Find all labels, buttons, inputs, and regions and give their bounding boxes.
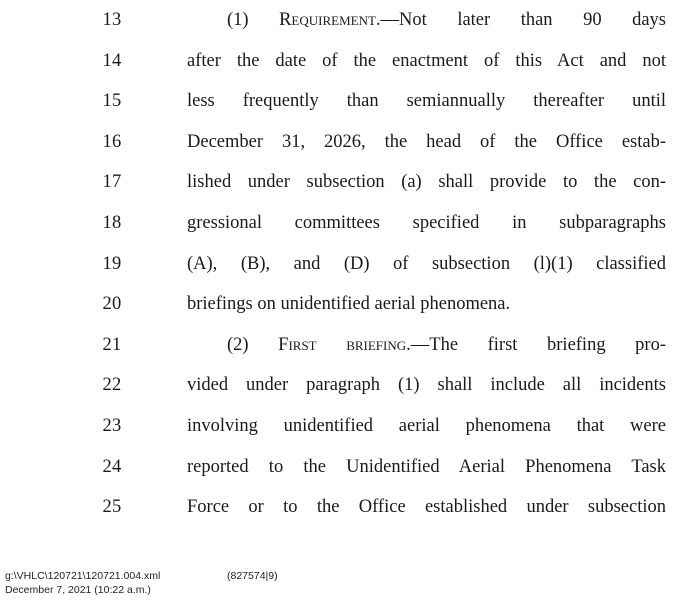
- bill-line: [0, 447, 675, 488]
- line-number: 17: [102, 172, 122, 193]
- bill-line: [0, 487, 675, 528]
- line-body: —The first briefing pro-: [410, 334, 666, 355]
- line-number: 21: [102, 334, 122, 355]
- line-text: December 31, 2026, the head of the Office estab-: [187, 131, 666, 152]
- line-text: lished under subsection (a) shall provide to the con-: [187, 172, 666, 193]
- bill-line: [0, 365, 675, 406]
- line-text: (A), (B), and (D) of subsection (l)(1) classified: [187, 253, 666, 274]
- paragraph-number: (2): [227, 334, 279, 355]
- bill-line: [0, 203, 675, 244]
- line-number: 24: [102, 456, 122, 477]
- line-number: 13: [102, 10, 122, 30]
- document-id: (827574|9): [227, 570, 278, 582]
- line-number: 23: [102, 416, 122, 436]
- line-text: vided under paragraph (1) shall include all incidents: [187, 375, 666, 396]
- line-number: 18: [102, 213, 122, 233]
- line-text: briefings on unidentified aerial phenomena.: [187, 294, 511, 315]
- line-text: [227, 325, 666, 366]
- line-number: 19: [102, 253, 122, 274]
- bill-line: [0, 244, 675, 285]
- line-body: —Not later than 90 days: [380, 10, 666, 30]
- line-text: Force or to the Office established under subsection: [187, 497, 666, 518]
- line-text: involving unidentified aerial phenomena that were: [187, 416, 666, 436]
- paragraph-heading: First briefing.: [278, 334, 411, 355]
- bill-line: [0, 41, 675, 82]
- bill-line: [0, 284, 675, 325]
- bill-line: [0, 81, 675, 122]
- bill-line: [0, 0, 675, 41]
- line-text: [227, 0, 666, 41]
- file-path: g:\VHLC\120721\120721.004.xml: [5, 570, 161, 582]
- line-number: 25: [102, 497, 122, 518]
- document-footer: [5, 569, 278, 597]
- line-number: 20: [102, 294, 122, 315]
- line-text: reported to the Unidentified Aerial Phenomena Task: [187, 456, 666, 477]
- line-text: after the date of the enactment of this Act and not: [187, 50, 666, 71]
- paragraph-heading: Requirement.: [279, 10, 381, 30]
- footer-row: [5, 569, 278, 583]
- line-number: 22: [102, 375, 122, 396]
- line-text: less frequently than semiannually thereafter until: [187, 91, 666, 112]
- line-number: 14: [102, 50, 122, 71]
- bill-line: [0, 325, 675, 366]
- line-number: 16: [102, 131, 122, 152]
- bill-line: [0, 162, 675, 203]
- bill-line: [0, 406, 675, 447]
- footer-date: December 7, 2021 (10:22 a.m.): [5, 584, 151, 596]
- bill-line: [0, 122, 675, 163]
- line-number: 15: [102, 91, 122, 112]
- line-text: gressional committees specified in subparagraphs: [187, 213, 666, 233]
- paragraph-number: (1): [227, 10, 280, 30]
